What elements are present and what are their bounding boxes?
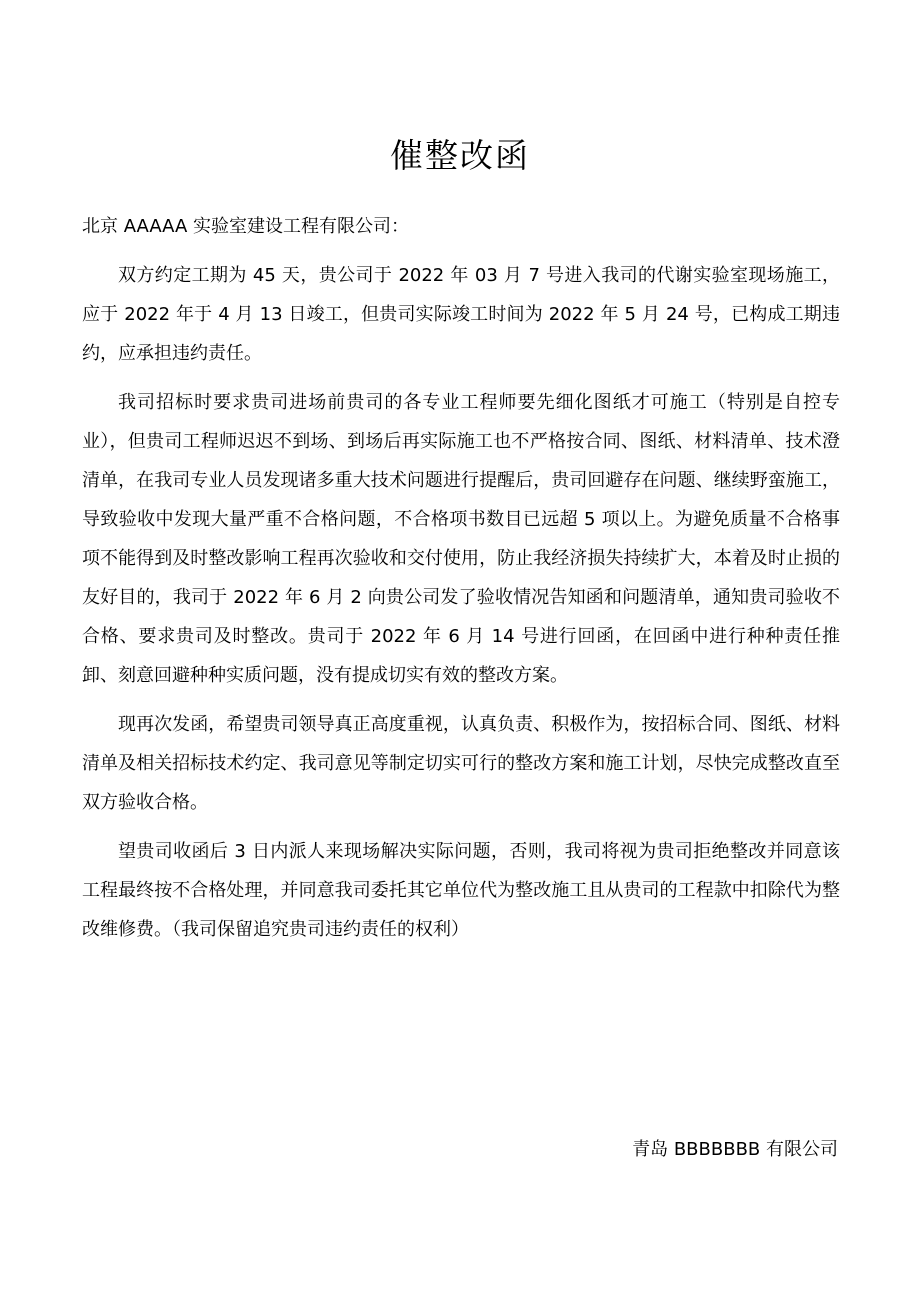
paragraph-schedule-breach: 双方约定工期为 45 天，贵公司于 2022 年 03 月 7 号进入我司的代谢实验室现场施工，应于 2022 年于 4 月 13 日竣工，但贵司实际竣工时间为 2022 年 5 月 24 号，已构成工期违约，应承担违约责任。 xyxy=(82,265,840,364)
letter-body xyxy=(82,207,840,959)
addressee: 北京 AAAAA 实验室建设工程有限公司： xyxy=(82,216,410,237)
signature-company: 青岛 BBBBBBB 有限公司 xyxy=(632,1139,838,1160)
paragraph-quality-issues: 我司招标时要求贵司进场前贵司的各专业工程师要先细化图纸才可施工（特别是自控专业），但贵司工程师迟迟不到场、到场后再实际施工也不严格按合同、图纸、材料清单、技术澄清单，在我司专业人员发现诸多重大技术问题进行提醒后，贵司回避存在问题、继续野蛮施工，导致验收中发现大量严重不合格问题，不合格项书数目已远超 5 项以上。为避免质量不合格事项不能得到及时整改影响工程再次验收和交付使用，防止我经济损失持续扩大，本着及时止损的友好目的，我司于 2022 年 6 月 2 向贵公司发了验收情况告知函和问题清单，通知贵司验收不合格、要求贵司及时整改。贵司于 2022 年 6 月 14 号进行回函，在回函中进行种种责任推卸、刻意回避种种实质问题，没有提成切实有效的整改方案。 xyxy=(82,392,840,686)
paragraph-request-rectification: 现再次发函，希望贵司领导真正高度重视，认真负责、积极作为，按招标合同、图纸、材料清单及相关招标技术约定、我司意见等制定切实可行的整改方案和施工计划，尽快完成整改直至双方验收合格。 xyxy=(82,714,840,813)
letter-title: 催整改函 xyxy=(390,136,530,175)
paragraph-deadline-warning: 望贵司收函后 3 日内派人来现场解决实际问题，否则，我司将视为贵司拒绝整改并同意该工程最终按不合格处理，并同意我司委托其它单位代为整改施工且从贵司的工程款中扣除代为整改维修费。（我司保留追究贵司违约责任的权利） xyxy=(82,841,840,940)
